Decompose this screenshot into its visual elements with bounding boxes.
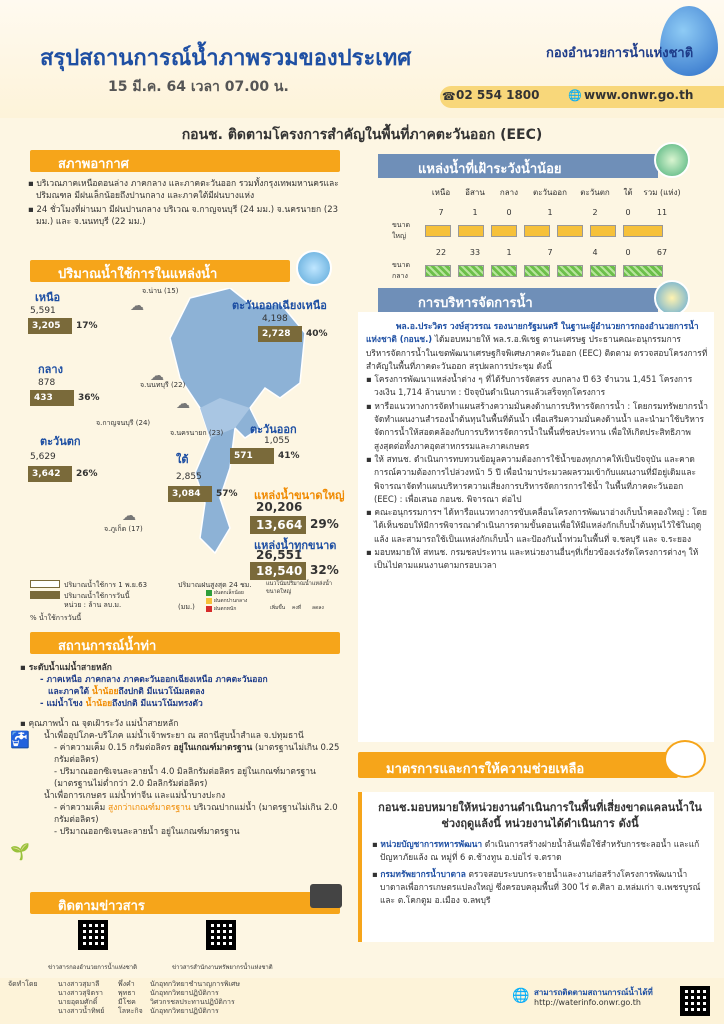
quality-1a: - ค่าความเค็ม 0.15 กรัมต่อลิตร อยู่ในเกณฑ์มาตรฐาน (มาตรฐานไม่เกิน 0.25 กรัมต่อลิตร) (54, 743, 340, 765)
management-bullet: ▪ หารือแนวทางการจัดทำแผนสร้างความมั่นคงด้านการบริหารจัดการน้ำ : โดยกรมทรัพยากรน้ำ จัดทำแผนงานสำรองน้ำต้นทุนในพื้นที่ต้นน้ำ เพื่อเสริมความมั่นคงด้านน้ำ และนำมาใช้บริหารจัดการน้ำให้สอดคล้องกับการบริหารจัดการน้ำในพื้นที่ชลประทาน เพื่อให้เกิดประสิทธิภาพสูงสุดต่อทั้งภาคอุตสาหกรรมและภาคเกษตร (366, 400, 708, 451)
footer-site-link[interactable]: http://waterinfo.onwr.go.th (534, 998, 641, 1007)
all-pct: 32% (310, 563, 339, 577)
west-bar: 3,642 (28, 466, 72, 482)
management-text: พล.อ.ประวิตร วงษ์สุวรรณ รองนายกรัฐมนตรี ในฐานะผู้อำนวยการกองอำนวยการน้ำแห่งชาติ (กอนช.) ได้มอบหมายให้ พล.ร.อ.พิเชฐ ตานะเศรษฐ ประธานคณะอนุกรรมการ บริหารจัดการน้ำในเขตพัฒนาเศรษฐกิจพิเศษภาคตะวันออก (EEC) ติดตาม ตรวจสอบโครงการที่สำคัญในพื้นที่ภาคตะวันออก สรุปผลการประชุม ดังนี้ ▪ โครงการพัฒนาแหล่งน้ำต่าง ๆ ที่ได้รับการจัดสรร งบกลาง ปี 63 จำนวน 1,451 โครงการ วงเงิน 1,714 ล้านบาท : ปัจจุบันดำเนินการแล้วเสร็จทุกโครงการ ▪ หารือแนวทางการจัดทำแผนสร้างความมั่นคงด้านการบริหารจัดการน้ำ : โดยกรมทรัพยากรน้ำ จัดทำแผนงานสำรองน้ำต้นทุนในพื้นที่ต้นน้ำ เพื่อเสริมความมั่นคงด้านน้ำ และนำมาใช้บริหารจัดการน้ำให้สอดคล้องกับการบริหารจัดการน้ำในพื้นที่ชลประทาน เพื่อให้เกิดประสิทธิภาพสูงสุดต่อทั้งภาคอุตสาหกรรมและภาคเกษตร ▪ ให้ สทนช. ดำเนินการทบทวนข้อมูลความต้องการใช้น้ำของทุกภาคให้เป็นปัจจุบัน และคาดการณ์ความต้องการไปล่วงหน้า 5 ปี เพื่อนำมาประมวลผลรวมเข้ากับแผนงานที่มีอยู่เดิมและพิจารณาจัดทำแผนบริหารความเสี่ยงการบริหารจัดการการใช้น้ำ ในพื้นที่ภาคตะวันออก (EEC) : เพื่อเสนอ กอนช. พิจารณา ต่อไป ▪ คณะอนุกรรมการฯ ได้หารือแนวทางการขับเคลื่อนโครงการพัฒนาอ่างเก็บน้ำคลองใหญ่ : โดยได้เห็นชอบให้มีการพิจารณาดำเนินการตามขั้นตอนเพื่อให้มีแหล่งกักเก็บน้ำต้นทุนไว้ใช้ในฤดูแล้ง และสามารถใช้เป็นแหล่งกักเก็บน้ำ และป้องกันน้ำท่วมในพื้นที่ จ.ชลบุรี และ จ.ระยอง ▪ มอบหมายให้ สทนช. กรมชลประทาน และหน่วยงานอื่นๆที่เกี่ยวข้องเร่งรัดโครงการต่างๆ ให้เป็นไปตามแผนงานตามกรอบเวลา (366, 320, 708, 573)
large-reservoir-label: แหล่งน้ำขนาดใหญ่ (254, 489, 345, 502)
east-total: 1,055 (264, 436, 290, 446)
page-title: สรุปสถานการณ์น้ำภาพรวมของประเทศ (40, 46, 412, 71)
all-usable-bar: 18,540 (250, 562, 306, 580)
watch-row-medium: 22 33 1 7 4 0 67 (435, 248, 668, 257)
map-legend: ปริมาณน้ำใช้การ 1 พ.ย.63 ปริมาณน้ำใช้การวันนี้ หน่วย : ล้าน ลบ.ม. % น้ำใช้การวันนี้ ปริมาณฝนสูงสุด 24 ชม. (มม.) ฝนตกเล็กน้อย ฝนตกปานกลาง ฝนตกหนัก แนวโน้มปริมาณน้ำแหล่งน้ำขนาดใหญ่ เพิ่มขึ้น คงที่ ลดลง (30, 581, 332, 622)
watch-row-large: 7 1 0 1 2 0 11 (438, 208, 668, 217)
large-pct: 29% (310, 517, 339, 531)
northeast-pct: 40% (306, 329, 328, 339)
report-date: 15 มี.ค. 64 เวลา 07.00 น. (108, 79, 289, 95)
rain-label: จ.ภูเก็ต (17) (104, 525, 143, 533)
river-text (20, 662, 350, 838)
weather-bullet: ▪ บริเวณภาคเหนือตอนล่าง ภาคกลาง และภาคตะวันออก รวมทั้งกรุงเทพมหานครและปริมณฑล มีฝนเล็กน้อยถึงปานกลาง และภาคใต้มีฝนบางแห่ง (28, 179, 339, 201)
northeast-total: 4,198 (262, 314, 288, 324)
newspaper-icon (310, 884, 342, 908)
south-pct: 57% (216, 489, 238, 499)
quality-title: ▪ คุณภาพน้ำ ณ จุดเฝ้าระวัง แม่น้ำสายหลัก (20, 719, 179, 729)
qr-caption: ข่าวสารกองอำนวยการน้ำแห่งชาติ (48, 964, 138, 971)
fish-icon (654, 142, 690, 178)
quality-1b: - ปริมาณออกซิเจนละลายน้ำ 4.0 มิลลิกรัมต่อลิตร อยู่ในเกณฑ์มาตรฐาน (มาตรฐานไม่ต่ำกว่า 2.0 มิลลิกรัมต่อลิตร) (54, 767, 316, 789)
management-bullet: ▪ โครงการพัฒนาแหล่งน้ำต่าง ๆ ที่ได้รับการจัดสรร งบกลาง ปี 63 จำนวน 1,451 โครงการ วงเงิน 1,714 ล้านบาท : ปัจจุบันดำเนินการแล้วเสร็จทุกโครงการ (366, 374, 693, 398)
rain-cloud-icon (296, 250, 332, 286)
east-pct: 41% (278, 451, 300, 461)
quality-2b: - ปริมาณออกซิเจนละลายน้ำ อยู่ในเกณฑ์มาตรฐาน (54, 827, 240, 837)
watch-swatches-medium: ขนาดกลาง (392, 260, 663, 282)
region-east: ตะวันออก (250, 423, 297, 436)
management-heading: การบริหารจัดการน้ำ (378, 288, 658, 312)
river-level-title: ▪ ระดับน้ำแม่น้ำสายหลัก (20, 663, 112, 673)
central-total: 878 (38, 378, 56, 388)
cloud-icon: ☁ (176, 396, 190, 412)
footer-label: จัดทำโดย (8, 980, 38, 988)
quality-1: น้ำเพื่ออุปโภค-บริโภค แม่น้ำเจ้าพระยา ณ สถานีสูบน้ำสำแล จ.ปทุมธานี (44, 731, 304, 741)
weather-text (28, 178, 348, 228)
qr-code[interactable] (206, 920, 236, 950)
region-northeast: ตะวันออกเฉียงเหนือ (232, 299, 327, 312)
help-icon (664, 740, 706, 778)
management-icon (654, 280, 690, 316)
central-pct: 36% (78, 393, 100, 403)
cloud-icon: ☁ (150, 368, 164, 384)
river-level-1-cont: และภาคใต้ น้ำน้อยถึงปกติ มีแนวโน้มลดลง (48, 687, 205, 697)
rain-label: จ.กาญจนบุรี (24) (96, 419, 151, 427)
watch-swatches-large: ขนาดใหญ่ (392, 220, 663, 242)
watch-table-header: เหนือ อีสาน กลาง ตะวันออก ตะวันตก ใต้ รวม (แห่ง) (431, 188, 681, 197)
east-bar: 571 (230, 448, 274, 464)
all-total: 26,551 (256, 548, 303, 562)
footer-positions: นักอุทกวิทยาชำนาญการพิเศษ นักอุทกวิทยาปฏิบัติการ วิศวกรชลประทานปฏิบัติการ นักอุทกวิทยาปฏิบัติการ (150, 980, 241, 1015)
west-total: 5,629 (30, 452, 56, 462)
website-link[interactable]: www.onwr.go.th (584, 88, 694, 102)
northeast-bar: 2,728 (258, 326, 302, 342)
plant-icon: 🌱 (10, 842, 30, 861)
management-bullet: ▪ มอบหมายให้ สทนช. กรมชลประทาน และหน่วยงานอื่นๆที่เกี่ยวข้องเร่งรัดโครงการต่างๆ ให้เป็นไปตามแผนงานตามกรอบเวลา (366, 547, 699, 571)
faucet-icon: 🚰 (10, 730, 30, 749)
subtitle: กอนช. ติดตามโครงการสำคัญในพื้นที่ภาคตะวันออก (EEC) (181, 127, 543, 143)
watch-heading: แหล่งน้ำที่เฝ้าระวังน้ำน้อย (378, 154, 658, 178)
qr-code[interactable] (680, 986, 710, 1016)
river-heading: สถานการณ์น้ำท่า (30, 632, 340, 654)
reservoir-heading: ปริมาณน้ำใช้การในแหล่งน้ำ (30, 260, 290, 282)
footer-site-label: สามารถติดตามสถานการณ์น้ำได้ที่ (534, 988, 653, 997)
region-north: เหนือ (35, 291, 61, 304)
region-west: ตะวันตก (40, 435, 81, 448)
measures-text: กอนช.มอบหมายให้หน่วยงานดำเนินการในพื้นที่เสี่ยงขาดแคลนน้ำในช่วงฤดูแล้งนี้ หน่วยงานได้ดำเนินการ ดังนี้ ▪ หน่วยบัญชาการทหารพัฒนา ดำเนินการสร้างฝายน้ำล้นเพื่อใช้สำหรับการชะลอน้ำ และแก้ปัญหาภัยแล้ง ณ หมู่ที่ 6 ต.ช้างทูน อ.บ่อไร่ จ.ตราด ▪ กรมทรัพยากรน้ำบาดาล ตรวจสอบระบบกระจายน้ำและงานก่อสร้างโครงการพัฒนาน้ำบาดาลเพื่อการเกษตรแปลงใหญ่ ซึ่งครอบคลุมพื้นที่ 300 ไร่ ต.ศิลา อ.หล่มเก่า จ.เพชรบูรณ์ และ ต.โคกตูม อ.เมือง จ.ลพบุรี (372, 801, 702, 905)
qr-code[interactable] (78, 920, 108, 950)
north-total: 5,591 (30, 306, 56, 316)
quality-2a: - ค่าความเค็ม สูงกว่าเกณฑ์มาตรฐาน บริเวณปากแม่น้ำ (มาตรฐานไม่เกิน 2.0 กรัมต่อลิตร) (54, 803, 338, 825)
central-bar: 433 (30, 390, 74, 406)
logo-text: กองอำนวยการน้ำแห่งชาติ (546, 46, 694, 61)
management-bullet: ▪ ให้ สทนช. ดำเนินการทบทวนข้อมูลความต้องการใช้น้ำของทุกภาคให้เป็นปัจจุบัน และคาดการณ์ความต้องการไปล่วงหน้า 5 ปี เพื่อนำมาประมวลผลรวมเข้ากับแผนงานที่มีอยู่เดิมและพิจารณาจัดทำแผนบริหารความเสี่ยงการบริหารจัดการการใช้น้ำ ในพื้นที่ภาคตะวันออก (EEC) : เพื่อเสนอ กอนช. พิจารณา ต่อไป (366, 453, 696, 504)
footer-names: นางสาวสุมาลี นางสาวสุจิตรา นายอุดมศักดิ์ นางสาวน้ำทิพย์ (58, 980, 105, 1015)
news-heading: ติดตามข่าวสาร (30, 892, 340, 914)
river-level-1: - ภาคเหนือ ภาคกลาง ภาคตะวันออกเฉียงเหนือ ภาคตะวันออก (40, 675, 268, 685)
region-central: กลาง (38, 363, 63, 376)
river-level-2: - แม่น้ำโขง น้ำน้อยถึงปกติ มีแนวโน้มทรงตัว (40, 699, 203, 709)
large-total: 20,206 (256, 500, 303, 514)
rain-label: จ.นครนายก (23) (170, 429, 224, 437)
south-total: 2,855 (176, 472, 202, 482)
qr-caption: ข่าวสารสำนักงานทรัพยากรน้ำแห่งชาติ (172, 964, 273, 971)
cloud-icon: ☁ (122, 508, 136, 524)
north-pct: 17% (76, 321, 98, 331)
globe-icon: 🌐 (568, 89, 582, 102)
region-south: ใต้ (176, 453, 189, 466)
globe-icon: 🌐 (512, 988, 530, 1004)
cloud-icon: ☁ (130, 298, 144, 314)
rain-label: จ.น่าน (15) (142, 287, 179, 295)
measures-heading: มาตรการและการให้ความช่วยเหลือ (358, 752, 678, 778)
all-reservoir-label: แหล่งน้ำทุกขนาด (254, 539, 337, 552)
large-usable-bar: 13,664 (250, 516, 306, 534)
weather-bullet: ▪ 24 ชั่วโมงที่ผ่านมา มีฝนปานกลาง บริเวณ จ.กาญจนบุรี (24 มม.) จ.นครนายก (23 มม.) และ จ.นนทบุรี (22 มม.) (28, 205, 339, 227)
north-bar: 3,205 (28, 318, 72, 334)
phone-icon: ☎ (442, 90, 456, 103)
quality-2: น้ำเพื่อการเกษตร แม่น้ำท่าจีน และแม่น้ำบางปะกง (44, 791, 226, 801)
south-bar: 3,084 (168, 486, 212, 502)
phone-number[interactable]: 02 554 1800 (456, 88, 540, 102)
west-pct: 26% (76, 469, 98, 479)
footer-surnames: พึ่งคำ พุทธา มีโชค โลหะกิจ (118, 980, 143, 1015)
rain-label: จ.นนทบุรี (22) (140, 381, 186, 389)
weather-heading: สภาพอากาศ (30, 150, 340, 172)
management-bullet: ▪ คณะอนุกรรมการฯ ได้หารือแนวทางการขับเคลื่อนโครงการพัฒนาอ่างเก็บน้ำคลองใหญ่ : โดยได้เห็นชอบให้มีการพิจารณาดำเนินการตามขั้นตอนเพื่อให้มีแหล่งกักเก็บน้ำต้นทุนไว้ใช้ในฤดูแล้ง และสามารถใช้เป็นแหล่งกักเก็บน้ำ และป้องกันน้ำท่วมในพื้นที่ จ.ชลบุรี และ จ.ระยอง (366, 507, 707, 544)
